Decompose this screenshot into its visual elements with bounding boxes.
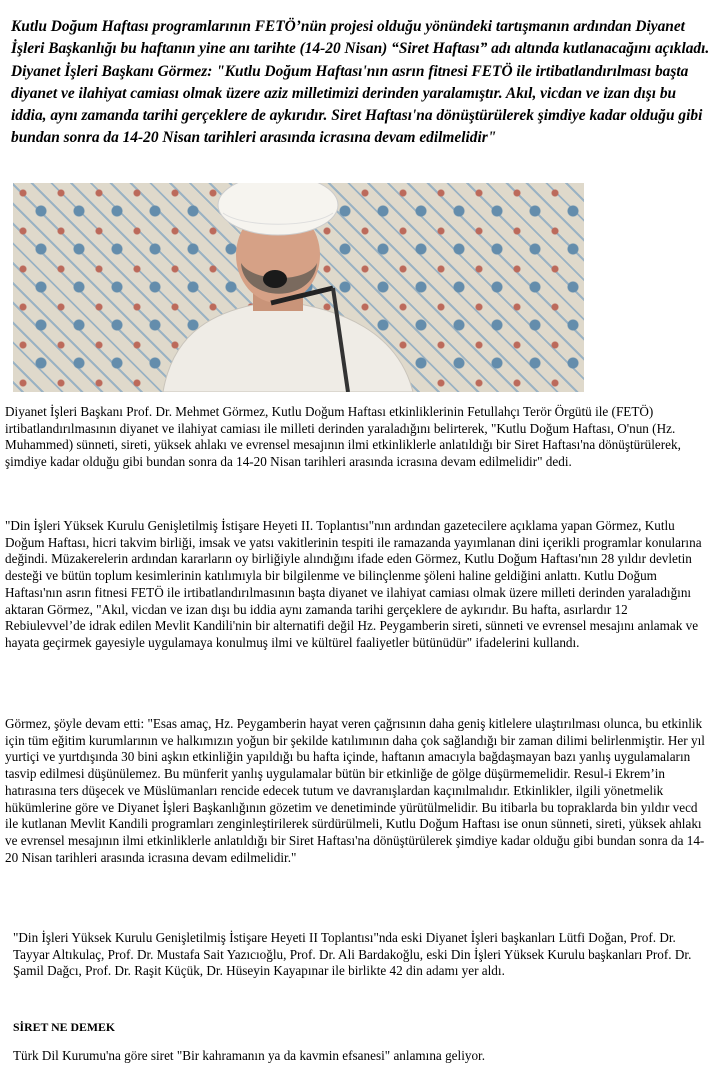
speaker-photo [13,183,584,392]
speaker-illustration [13,183,584,392]
lead-paragraph: Kutlu Doğum Haftası programlarının FETÖ’nün projesi olduğu yönündeki tartışmanın ardından Diyanet İşleri Başkanlığı bu haftanın yine anı tarihte (14-20 Nisan) “Siret Haftası” adı altında kutlanacağını açıkladı. Diyanet İşleri Başkanı Görmez: "Kutlu Doğum Haftası'nın asrın fitnesi FETÖ ile irtibatlandırılması başta diyanet ve ilahiyat camiası olmak üzere aziz milletimizi derinden yaralamıştır. Akıl, vicdan ve izan dışı bu iddia, aynı zamanda tarihi gerçeklere de aykırıdır. Siret Haftası'na dönüştürülerek şimdiye kadar olduğu gibi bundan sonra da 14-20 Nisan tarihleri arasında icrasına devam edilmelidir" [11,18,710,147]
paragraph-2: "Din İşleri Yüksek Kurulu Genişletilmiş İstişare Heyeti II. Toplantısı"nın ardından gazetecilere açıklama yapan Görmez, Kutlu Doğum Haftası, hicri takvim birliği, imsak ve yatsı vakitlerinin tespiti ile ramazanda yayımlanan dini içerikli programlar konularına değindi. Müzakerelerin ardından kararların oy birliğiyle alındığını ifade eden Görmez, Kutlu Doğum Haftası'nın 28 yıldır devletin desteği ve bütün toplum kesimlerinin katılımıyla bir bilgilenme ve bilinçlenme şöleni haline geldiğini anlattı. Kutlu Doğum Haftası'nın asrın fitnesi FETÖ ile irtibatlandırılmasının başta diyanet ve ilahiyat camiası olmak üzere milleti derinden yaraladığını aktaran Görmez, "Akıl, vicdan ve izan dışı bu iddia aynı zamanda tarihi gerçeklere de aykırıdır. Bu hafta, asırlardır 12 Rebiulevvel’de idrak edilen Mevlit Kandili'nin bir alternatifi değil Hz. Peygamberin sireti, sünneti ve evrensel mesajını anlamak ve hayata geçirmek gayesiyle uygulamaya konulmuş ilmi ve kültürel faaliyetler bütünüdür" ifadelerini kullandı. [5,518,702,650]
paragraph-4: "Din İşleri Yüksek Kurulu Genişletilmiş İstişare Heyeti II Toplantısı"nda eski Diyanet İşleri başkanları Lütfi Doğan, Prof. Dr. Tayyar Altıkulaç, Prof. Dr. Mustafa Sait Yazıcıoğlu, Prof. Dr. Ali Bardakoğlu, eski Din İşleri Yüksek Kurulu başkanları Prof. Dr. Şamil Dağcı, Prof. Dr. Raşit Küçük, Dr. Hüseyin Kayapınar ile birlikte 42 din adamı yer aldı. [13,930,692,979]
section-heading: SİRET NE DEMEK [13,1020,116,1034]
paragraph-1: Diyanet İşleri Başkanı Prof. Dr. Mehmet Görmez, Kutlu Doğum Haftası etkinliklerinin Fetullahçı Terör Örgütü ile (FETÖ) irtibatlandırılmasının diyanet ve ilahiyat camiası ile milleti derinden yaraladığını belirterek, "Kutlu Doğum Haftası, O'nun (Hz. Muhammed) sünneti, sireti, yüksek ahlakı ve evrensel mesajının ilmi etkinliklerle anlatıldığı bir Siret Haftası'na dönüştürülerek, şimdiye kadar olduğu gibi bundan sonra da 14-20 Nisan tarihleri arasında icrasına devam edilmelidir" dedi. [5,404,681,470]
paragraph-3: Görmez, şöyle devam etti: "Esas amaç, Hz. Peygamberin hayat veren çağrısının daha geniş kitlelere ulaştırılması olunca, bu etkinlik için tüm eğitim kurumlarının ve halkımızın yoğun bir şekilde katılımının daha çok sağlandığı bir zaman dilimi belirlenmiştir. Her yıl yurtiçi ve yurtdışında 30 bini aşkın etkinliğin yapıldığı bu hafta içinde, haftanın amacıyla bağdaşmayan bazı yanlış uygulamaların tasvip edilmesi düşünülemez. Bu münferit yanlış uygulamalar bütün bir etkinliğe de gölge düşürmemelidir. Resul-i Ekrem’in hatırasına ters düşecek ve Müslümanları rencide edecek tutum ve davranışlardan kaçınılmalıdır. Etkinlikler, ilgili yönetmelik hükümlerine göre ve Diyanet İşleri Başkanlığının gözetim ve denetiminde yürütülmelidir. Bu itibarla bu topraklarda bin yıldır vecd ile kutlanan Mevlit Kandili programları zenginleştirilerek sürdürülmeli, Kutlu Doğum Haftası ise onun sünneti, sireti, yüksek ahlakı ve evrensel mesajının ilmi etkinliklerle anlatıldığı bir Siret Haftası'na dönüştürülerek şimdiye kadar olduğu gibi bundan sonra da 14-20 Nisan tarihleri arasında icrasına devam edilmelidir." [5,716,705,865]
paragraph-5: Türk Dil Kurumu'na göre siret "Bir kahramanın ya da kavmin efsanesi" anlamına geliyor. [13,1048,486,1063]
